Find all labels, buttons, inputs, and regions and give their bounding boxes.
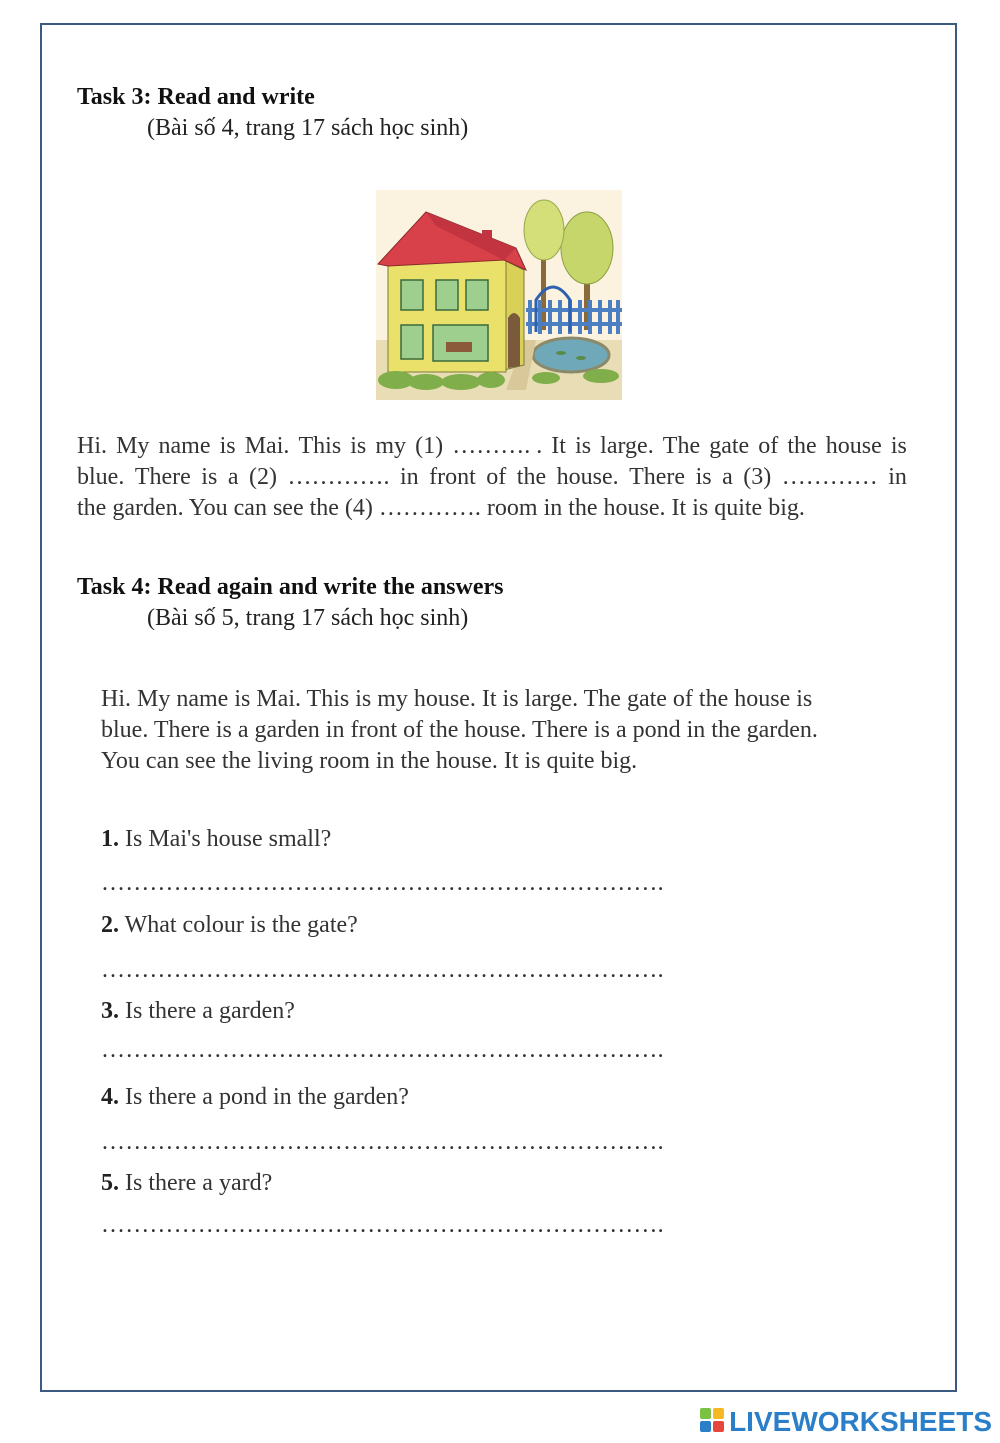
task3-passage-line-3: the garden. You can see the (4) …………. room in the house. It is quite big.: [77, 495, 805, 521]
question-number: 3.: [101, 998, 119, 1024]
task3-title: Task 3: Read and write: [77, 84, 315, 110]
task3-passage-line-2: blue. There is a (2) …………. in front of the house. There is a (3) ………… in: [77, 464, 907, 490]
task4-passage-line-2: blue. There is a garden in front of the house. There is a pond in the garden.: [101, 717, 818, 743]
liveworksheets-brand-text: LIVEWORKSHEETS: [729, 1406, 992, 1437]
answer-line-3[interactable]: …………………………………………………………….: [101, 1037, 664, 1063]
answer-line-5[interactable]: …………………………………………………………….: [101, 1212, 664, 1238]
question-number: 4.: [101, 1084, 119, 1110]
question-text: Is there a garden?: [119, 998, 295, 1024]
task3-passage: [77, 431, 907, 524]
task4-title: Task 4: Read again and write the answers: [77, 574, 504, 600]
question-number: 2.: [101, 912, 119, 938]
question-text: Is Mai's house small?: [119, 826, 332, 852]
task3-passage-line-1: Hi. My name is Mai. This is my (1) ………. . It is large. The gate of the house is: [77, 433, 907, 459]
question-number: 1.: [101, 826, 119, 852]
question-4: [101, 1084, 409, 1111]
question-text: Is there a yard?: [119, 1170, 273, 1196]
house-illustration: [376, 190, 622, 400]
question-2: [101, 912, 358, 939]
question-text: Is there a pond in the garden?: [119, 1084, 409, 1110]
answer-line-2[interactable]: …………………………………………………………….: [101, 957, 664, 983]
task4-reference: (Bài số 5, trang 17 sách học sinh): [147, 605, 469, 631]
question-1: [101, 826, 331, 853]
answer-line-1[interactable]: …………………………………………………………….: [101, 870, 664, 896]
liveworksheets-logo[interactable]: [699, 1406, 992, 1438]
question-5: [101, 1170, 272, 1197]
liveworksheets-logo-icon: [699, 1407, 725, 1438]
answer-line-4[interactable]: …………………………………………………………….: [101, 1129, 664, 1155]
question-3: [101, 998, 295, 1025]
task4-passage-line-1: Hi. My name is Mai. This is my house. It is large. The gate of the house is: [101, 686, 813, 712]
question-text: What colour is the gate?: [119, 912, 358, 938]
task4-passage-line-3: You can see the living room in the house. It is quite big.: [101, 748, 638, 774]
task3-reference: (Bài số 4, trang 17 sách học sinh): [147, 115, 469, 141]
task4-passage: [101, 684, 818, 777]
question-number: 5.: [101, 1170, 119, 1196]
